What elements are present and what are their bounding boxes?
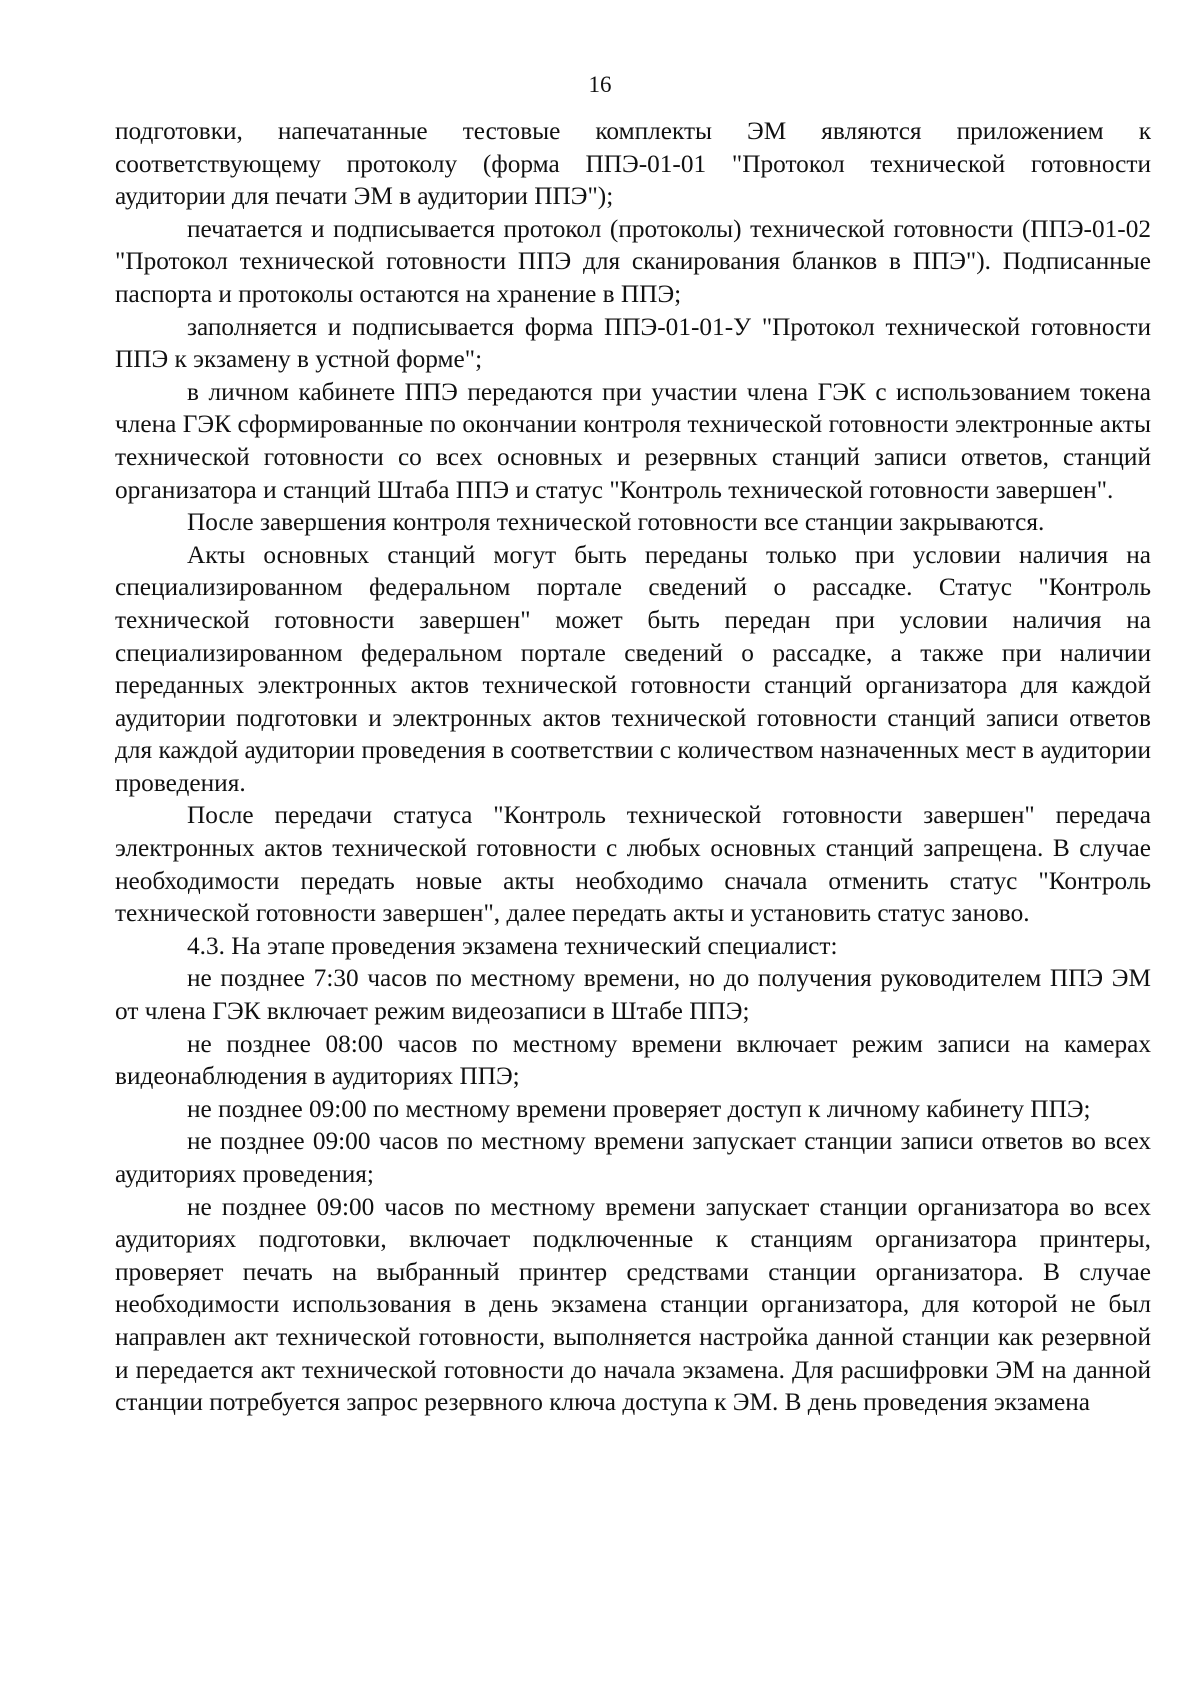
- paragraph: После передачи статуса "Контроль технической готовности завершен" передача электронных актов технической готовности с любых основных станций запрещена. В случае необходимости передать новые акты необходимо сначала отменить статус "Контроль технической готовности завершен", далее передать акты и установить статус заново.: [115, 801, 1151, 928]
- paragraph: заполняется и подписывается форма ППЭ-01-01-У "Протокол технической готовности ППЭ к экзамену в устной форме";: [115, 312, 1151, 374]
- page-number: 16: [588, 72, 612, 97]
- paragraph: печатается и подписывается протокол (протоколы) технической готовности (ППЭ-01-02 "Протокол технической готовности ППЭ для сканирования бланков в ППЭ"). Подписанные паспорта и протоколы остаются на хранение в ППЭ;: [115, 214, 1151, 308]
- paragraph: не позднее 09:00 часов по местному времени запускает станции организатора во всех аудиториях подготовки, включает подключенные к станциям организатора принтеры, проверяет печать на выбранный принтер средствами станции организатора. В случае необходимости использования в день экзамена станции организатора, для которой не был направлен акт технической готовности, выполняется настройка данной станции как резервной и передается акт технической готовности до начала экзамена. Для расшифровки ЭМ на данной станции потребуется запрос резервного ключа доступа к ЭМ. В день проведения экзамена: [115, 1192, 1151, 1417]
- paragraph-continuation: подготовки, напечатанные тестовые комплекты ЭМ являются приложением к соответствующему протоколу (форма ППЭ-01-01 "Протокол технической готовности аудитории для печати ЭМ в аудитории ППЭ");: [115, 117, 1151, 211]
- paragraph: Акты основных станций могут быть переданы только при условии наличия на специализированном федеральном портале сведений о рассадке. Статус "Контроль технической готовности завершен" может быть передан при условии наличия на специализированном федеральном портале сведений о рассадке, а также при наличии переданных электронных актов технической готовности станций организатора для каждой аудитории подготовки и электронных актов технической готовности станций записи ответов для каждой аудитории проведения в соответствии с количеством назначенных мест в аудитории проведения.: [115, 540, 1151, 797]
- paragraph: не позднее 09:00 по местному времени проверяет доступ к личному кабинету ППЭ;: [187, 1094, 1091, 1123]
- paragraph: не позднее 08:00 часов по местному времени включает режим записи на камерах видеонаблюдения в аудиториях ППЭ;: [115, 1029, 1151, 1091]
- paragraph: в личном кабинете ППЭ передаются при участии члена ГЭК с использованием токена члена ГЭК сформированные по окончании контроля технической готовности электронные акты технической готовности со всех основных и резервных станций записи ответов, станций организатора и станций Штаба ППЭ и статус "Контроль технической готовности завершен".: [115, 377, 1151, 504]
- document-body: [115, 115, 1151, 1419]
- paragraph: не позднее 09:00 часов по местному времени запускает станции записи ответов во всех аудиториях проведения;: [115, 1127, 1151, 1188]
- paragraph: не позднее 7:30 часов по местному времени, но до получения руководителем ППЭ ЭМ от члена ГЭК включает режим видеозаписи в Штабе ППЭ;: [115, 964, 1151, 1026]
- section-heading-4-3: 4.3. На этапе проведения экзамена технический специалист:: [187, 931, 838, 960]
- paragraph: После завершения контроля технической готовности все станции закрываются.: [187, 508, 1045, 537]
